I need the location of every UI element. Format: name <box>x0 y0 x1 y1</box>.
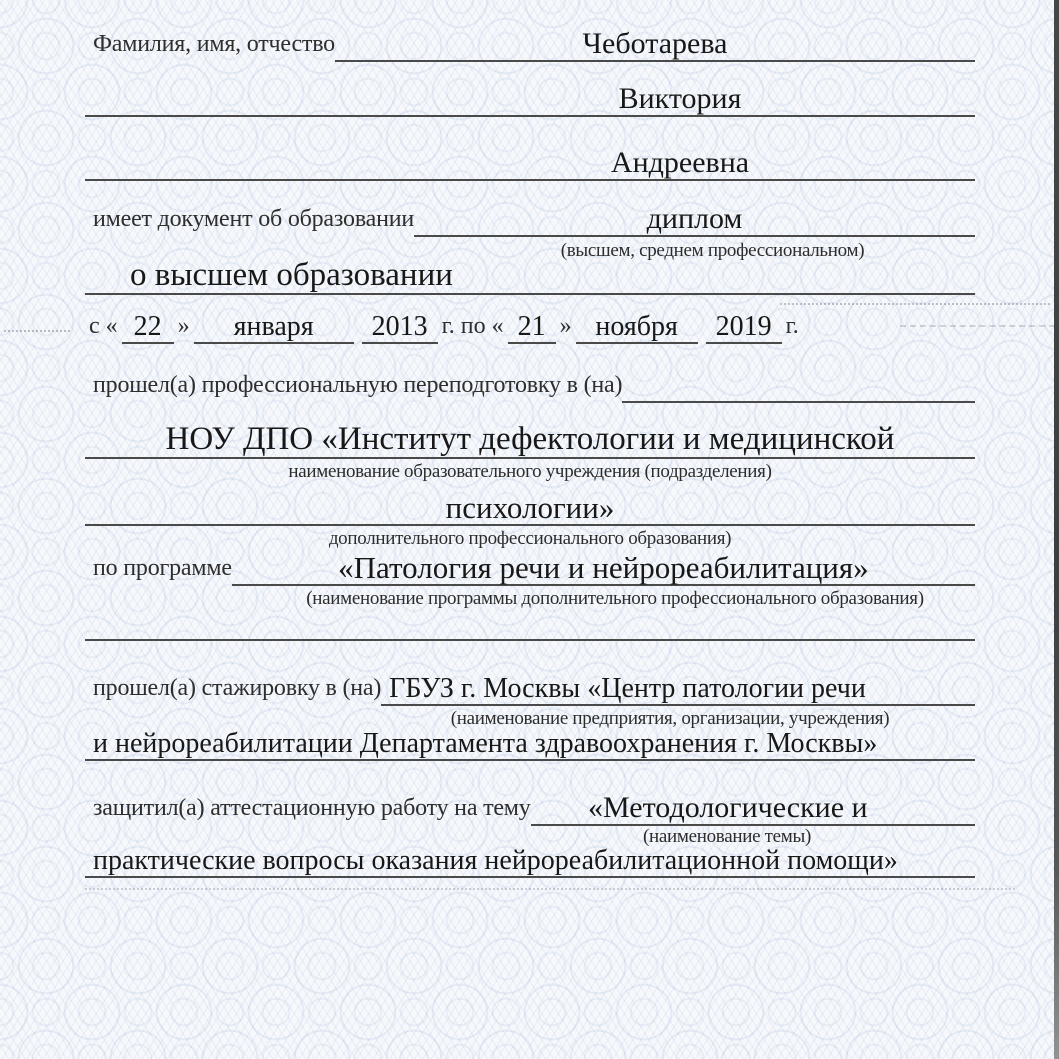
internship-line-1 <box>381 675 975 706</box>
institution-row-1 <box>85 411 975 459</box>
thesis-value-1: «Методологические и <box>588 791 868 825</box>
fio-label: Фамилия, имя, отчество <box>93 30 335 57</box>
edu-doc-caption: (высшем, среднем профессиональном) <box>560 240 865 261</box>
edu-doc-value: диплом <box>646 202 743 236</box>
scan-noise <box>780 303 1050 305</box>
fio-line-1 <box>335 29 975 62</box>
internship-value-1: ГБУЗ г. Москвы «Центр патологии речи <box>389 673 866 705</box>
retraining-row <box>85 361 975 403</box>
thesis-line-2 <box>85 847 975 878</box>
period-from-month: января <box>233 311 314 343</box>
period-to-day: 21 <box>517 311 546 343</box>
fio-patronymic-value: Андреевна <box>610 146 750 180</box>
institution-value-2: психологии» <box>445 490 615 526</box>
thesis-label: защитил(а) аттестационную работу на тему <box>93 794 531 821</box>
retraining-blank-line <box>622 401 975 403</box>
internship-label: прошел(а) стажировку в (на) <box>93 674 382 701</box>
scan-noise <box>4 330 70 332</box>
scan-noise <box>900 325 1055 327</box>
program-row <box>85 541 975 586</box>
period-to-month: ноября <box>595 311 678 343</box>
period-to-month-line <box>576 313 698 344</box>
period-from-month-line <box>194 313 354 344</box>
period-from-day: 22 <box>133 311 162 343</box>
period-gap-2 <box>698 340 706 344</box>
fio-row-3 <box>85 139 975 181</box>
scan-noise <box>85 888 1015 890</box>
edu-doc-line <box>414 204 975 237</box>
period-from-year-line <box>362 313 438 344</box>
blank-line <box>85 639 975 641</box>
institution-row-2 <box>85 481 975 526</box>
institution-line-2 <box>85 492 975 526</box>
institution-line-1 <box>85 423 975 459</box>
fio-firstname-value: Виктория <box>618 82 742 116</box>
thesis-value-2: практические вопросы оказания нейрореабилитационной помощи» <box>93 845 898 877</box>
fio-row-2 <box>85 75 975 117</box>
edu-doc-value-2: о высшем образовании <box>130 257 453 294</box>
period-quote-2: » <box>559 313 572 339</box>
blank-row <box>85 601 975 641</box>
internship-row <box>85 662 975 706</box>
fio-line-2 <box>85 84 975 117</box>
period-from-label: с « <box>89 313 118 339</box>
period-to-label: г. по « <box>441 313 504 339</box>
edu-doc-row-2 <box>85 248 975 295</box>
internship-value-2: и нейрореабилитации Департамента здравоохранения г. Москвы» <box>93 728 878 760</box>
program-caption: (наименование программы дополнительного профессионального образования) <box>306 588 924 609</box>
fio-row <box>85 20 975 62</box>
retraining-label: прошел(а) профессиональную переподготовку в (на) <box>93 371 623 398</box>
thesis-line-1 <box>531 793 975 826</box>
institution-caption-2: дополнительного профессионального образования) <box>328 528 732 549</box>
internship-line-2 <box>85 730 975 761</box>
edu-doc-label: имеет документ об образовании <box>93 205 415 232</box>
institution-caption-1: наименование образовательного учреждения (подразделения) <box>288 461 772 482</box>
program-value: «Патология речи и нейрореабилитация» <box>338 550 869 586</box>
program-label: по программе <box>93 554 232 581</box>
period-row <box>85 306 975 344</box>
internship-row-2 <box>85 717 975 761</box>
period-to-year-line <box>706 313 782 344</box>
program-line <box>232 552 975 586</box>
institution-value-1: НОУ ДПО «Институт дефектологии и медицинской <box>165 421 895 458</box>
thesis-caption: (наименование темы) <box>642 826 812 847</box>
period-from-year: 2013 <box>371 311 428 343</box>
fio-line-3 <box>85 148 975 181</box>
internship-caption: (наименование предприятия, организации, учреждения) <box>450 708 890 729</box>
period-quote-1: » <box>177 313 190 339</box>
period-to-year: 2019 <box>715 311 772 343</box>
thesis-row <box>85 782 975 826</box>
period-from-day-line <box>122 313 174 344</box>
period-gap <box>354 340 362 344</box>
edu-doc-line-2 <box>85 259 975 295</box>
period-to-day-line <box>508 313 556 344</box>
edu-doc-row <box>85 195 975 237</box>
period-year-suffix: г. <box>785 313 799 339</box>
scan-edge-shadow <box>1054 0 1059 1059</box>
fio-surname-value: Чеботарева <box>582 27 728 61</box>
